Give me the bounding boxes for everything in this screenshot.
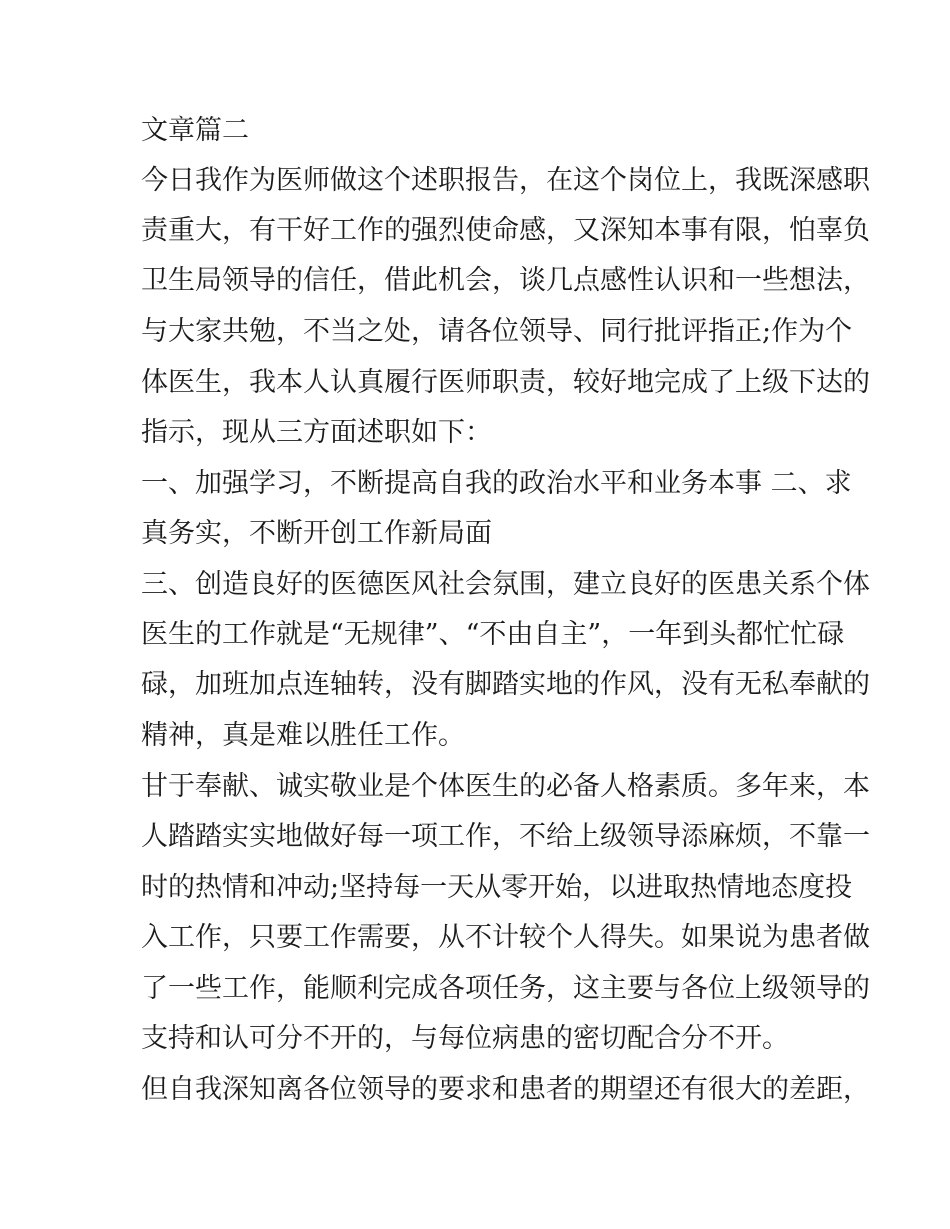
- paragraph-line: 真务实，不断开创工作新局面: [141, 518, 492, 549]
- document-title: 文章篇二: [141, 115, 249, 146]
- paragraph-line: 精神，真是难以胜任工作。: [141, 720, 465, 751]
- paragraph-line: 责重大，有干好工作的强烈使命感，又深知本事有限，怕辜负: [141, 215, 870, 246]
- paragraph-line: 三、创造良好的医德医风社会氛围，建立良好的医患关系个体: [141, 569, 870, 600]
- paragraph-line: 体医生，我本人认真履行医师职责，较好地完成了上级下达的: [141, 367, 870, 398]
- paragraph-line: 了一些工作，能顺利完成各项任务，这主要与各位上级领导的: [141, 973, 870, 1004]
- paragraph-line: 医生的工作就是“无规律”、“不由自主”，一年到头都忙忙碌: [141, 619, 845, 650]
- paragraph-line: 与大家共勉，不当之处，请各位领导、同行批评指正;作为个: [141, 316, 853, 347]
- paragraph-line: 但自我深知离各位领导的要求和患者的期望还有很大的差距，: [141, 1074, 870, 1105]
- paragraph-line: 支持和认可分不开的，与每位病患的密切配合分不开。: [141, 1023, 789, 1054]
- paragraph-line: 入工作，只要工作需要，从不计较个人得失。如果说为患者做: [141, 922, 870, 953]
- paragraph-line: 时的热情和冲动;坚持每一天从零开始，以进取热情地态度投: [141, 872, 853, 903]
- paragraph-line: 指示，现从三方面述职如下：: [141, 417, 492, 448]
- paragraph-line: 卫生局领导的信任，借此机会，谈几点感性认识和一些想法，: [141, 265, 870, 296]
- paragraph-line: 甘于奉献、诚实敬业是个体医生的必备人格素质。多年来，本: [141, 771, 870, 802]
- paragraph-line: 碌，加班加点连轴转，没有脚踏实地的作风，没有无私奉献的: [141, 669, 870, 700]
- paragraph-line: 今日我作为医师做这个述职报告，在这个岗位上，我既深感职: [141, 165, 870, 196]
- paragraph-line: 人踏踏实实地做好每一项工作，不给上级领导添麻烦，不靠一: [141, 821, 870, 852]
- paragraph-line: 一、加强学习，不断提高自我的政治水平和业务本事 二、求: [141, 468, 852, 499]
